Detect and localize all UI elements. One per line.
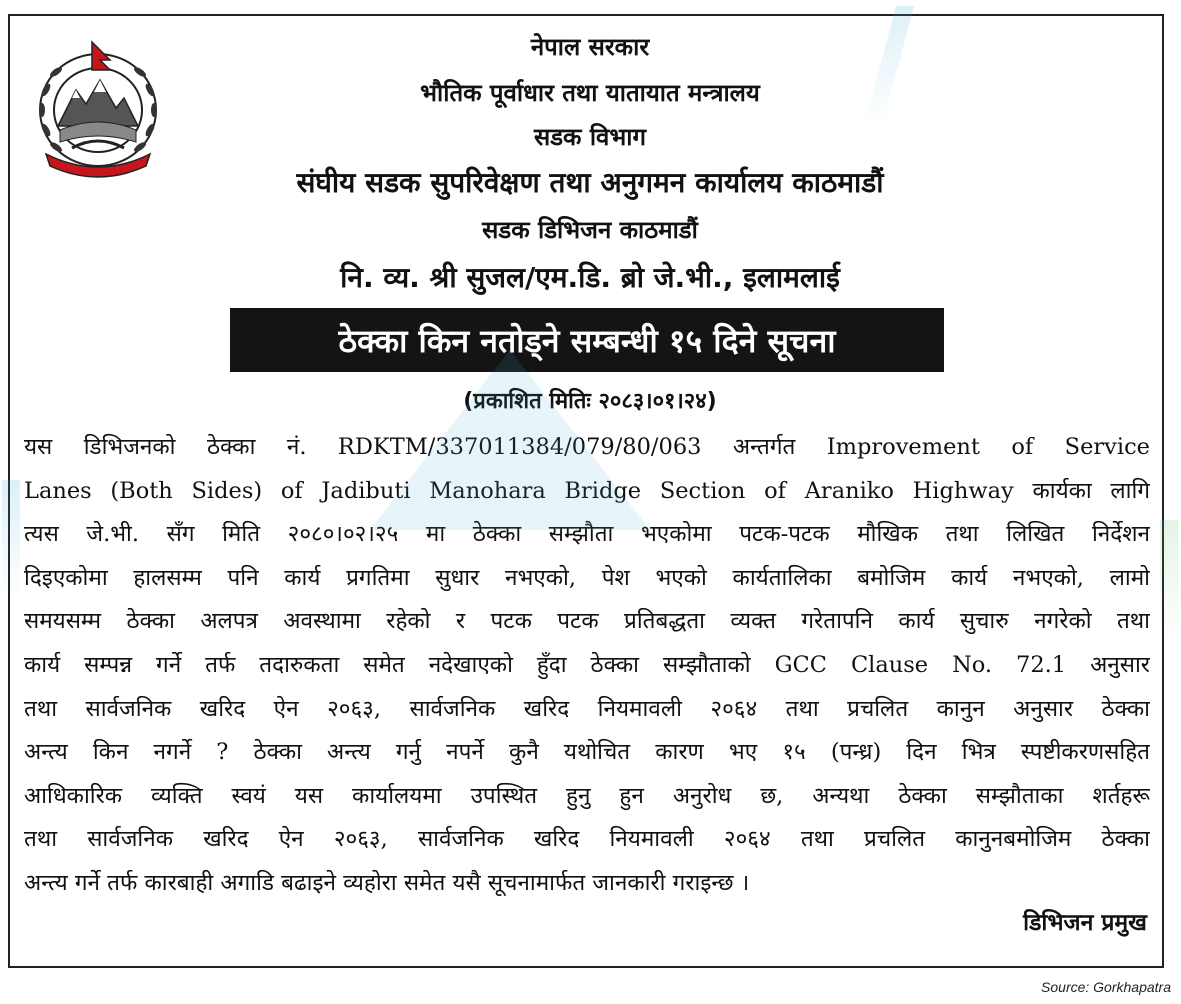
division-name: सडक डिभिजन काठमाडौं: [482, 216, 698, 244]
body-line: अन्त्य किन नगर्ने ? ठेक्का अन्त्य गर्नु नपर्ने कुनै यथोचित कारण भए १५ (पन्ध्र) दिन भित्र स्पष्टीकरणसहित: [24, 739, 1150, 766]
body-line: Lanes (Both Sides) of Jadibuti Manohara Bridge Section of Araniko Highway कार्यका लागि: [24, 477, 1150, 504]
body-line: यस डिभिजनको ठेक्का नं. RDKTM/337011384/079/80/063 अन्तर्गत Improvement of Service: [24, 434, 1150, 460]
office-name: संघीय सडक सुपरिवेक्षण तथा अनुगमन कार्यालय काठमाडौं: [296, 166, 884, 199]
notice-title: ठेक्का किन नतोड्ने सम्बन्धी १५ दिने सूचना: [338, 321, 836, 360]
body-line: अन्त्य गर्ने तर्फ कारबाही अगाडि बढाइने व्यहोरा समेत यसै सूचनामार्फत जानकारी गराइन्छ ।: [24, 869, 750, 896]
watermark-streak: [1160, 520, 1178, 640]
body-line: तथा सार्वजनिक खरिद ऐन २०६३, सार्वजनिक खरिद नियमावली २०६४ तथा प्रचलित कानुन अनुसार ठेक्का: [24, 695, 1150, 722]
body-line: समयसम्म ठेक्का अलपत्र अवस्थामा रहेको र पटक पटक प्रतिबद्धता व्यक्त गरेतापनि कार्य सुचारु नगरेको तथा: [24, 608, 1150, 635]
watermark-streak: [2, 480, 20, 600]
department-name: सडक विभाग: [533, 123, 646, 151]
signatory-title: डिभिजन प्रमुख: [1023, 910, 1147, 936]
addressee: नि. व्य. श्री सुजल/एम.डि. ब्रो जे.भी., इलामलाई: [340, 261, 840, 294]
body-line: दिइएकोमा हालसम्म पनि कार्य प्रगतिमा सुधार नभएको, पेश भएको कार्यतालिका बमोजिम कार्य नभएको, लामो: [24, 564, 1150, 591]
published-date: (प्रकाशित मितिः २०८३।०१।२४): [463, 389, 717, 414]
body-line: त्यस जे.भी. सँग मिति २०८०।०२।२५ मा ठेक्का सम्झौता भएकोमा पटक-पटक मौखिक तथा लिखित निर्देशन: [24, 521, 1150, 548]
ministry-name: भौतिक पूर्वाधार तथा यातायात मन्त्रालय: [420, 79, 760, 107]
body-line: तथा सार्वजनिक खरिद ऐन २०६३, सार्वजनिक खरिद नियमावली २०६४ तथा प्रचलित कानुनबमोजिम ठेक्का: [24, 826, 1150, 853]
source-credit: Source: Gorkhapatra: [1041, 979, 1171, 995]
nepal-government-emblem-icon: [20, 30, 176, 180]
notice-body: [24, 426, 1150, 906]
government-name: नेपाल सरकार: [530, 33, 650, 61]
body-line: कार्य सम्पन्न गर्ने तर्फ तदारुकता समेत नदेखाएको हुँदा ठेक्का सम्झौताको GCC Clause No. 72.1 अनुसार: [24, 651, 1150, 678]
body-line: आधिकारिक व्यक्ति स्वयं यस कार्यालयमा उपस्थित हुनु हुन अनुरोध छ, अन्यथा ठेक्का सम्झौताका शर्तहरू: [24, 782, 1150, 809]
notice-title-banner: [230, 308, 944, 372]
